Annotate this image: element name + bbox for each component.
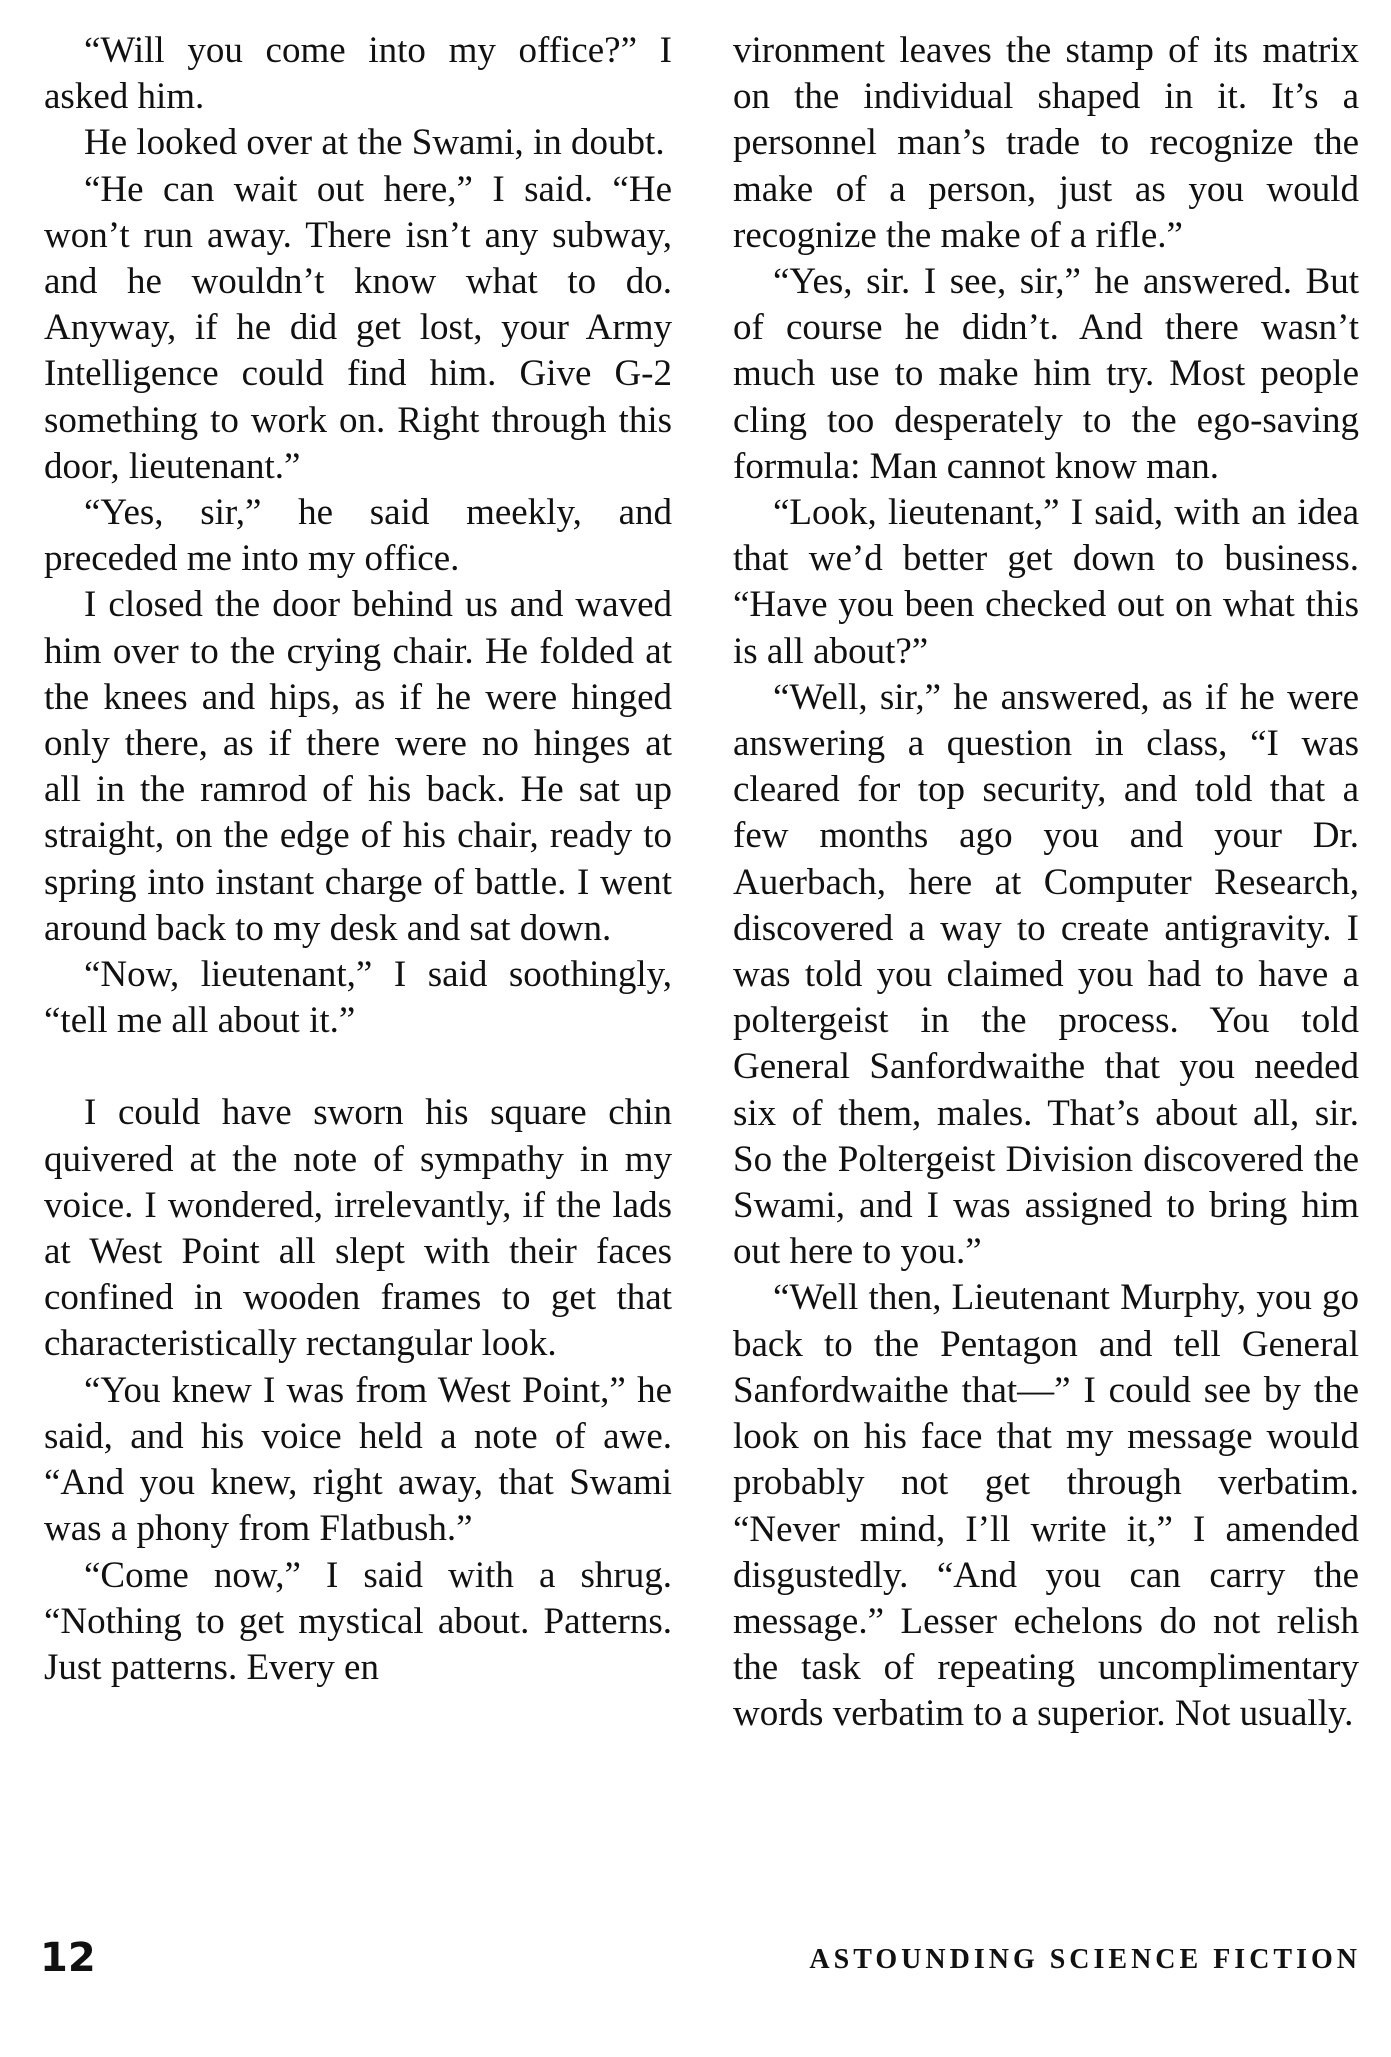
- right-text-column: [733, 28, 1359, 1738]
- magazine-title: ASTOUNDING SCIENCE FICTION: [809, 1944, 1361, 1975]
- paragraph: “Look, lieutenant,” I said, with an idea that we’d better get down to business. “Have you been checked out on what this is all about?”: [733, 492, 1359, 672]
- paragraph: “Come now,” I said with a shrug. “Nothing to get mystical about. Patterns. Just patterns. Every en: [44, 1554, 672, 1688]
- paragraph: vironment leaves the stamp of its matrix on the individual shaped in it. It’s a personnel man’s trade to recognize the make of a person, just as you would recognize the make of a rifle.”: [733, 30, 1359, 256]
- left-text-column: [44, 28, 672, 1691]
- paragraph: “Yes, sir,” he said meekly, and preceded me into my office.: [44, 492, 672, 580]
- paragraph: “Well then, Lieutenant Murphy, you go back to the Pentagon and tell General Sanfordwaithe that—” I could see by the look on his face that my message would probably not get through verbatim. “Never mind, I’ll write it,” I amended disgustedly. “And you can carry the message.” Lesser echelons do not relish the task of repeating uncomplimentary words verbatim to a superior. Not usually.: [733, 1277, 1359, 1735]
- paragraph: “Now, lieutenant,” I said soothingly, “tell me all about it.”: [44, 954, 672, 1042]
- paragraph: “Yes, sir. I see, sir,” he answered. But of course he didn’t. And there wasn’t much use to make him try. Most people cling too desperately to the ego-saving formula: Man cannot know man.: [733, 261, 1359, 487]
- page-number: 12: [40, 1935, 96, 1981]
- paragraph: “You knew I was from West Point,” he said, and his voice held a note of awe. “And you knew, right away, that Swami was a phony from Flatbush.”: [44, 1369, 672, 1550]
- paragraph: I closed the door behind us and waved him over to the crying chair. He folded at the knees and hips, as if he were hinged only there, as if there were no hinges at all in the ramrod of his back. He sat up straight, on the edge of his chair, ready to spring into instant charge of battle. I went around back to my desk and sat down.: [44, 584, 672, 949]
- paragraph: “He can wait out here,” I said. “He won’t run away. There isn’t any subway, and he wouldn’t know what to do. Anyway, if he did get lost, your Army Intelligence could find him. Give G-2 something to work on. Right through this door, lieutenant.”: [44, 168, 672, 487]
- paragraph: He looked over at the Swami, in doubt.: [84, 122, 665, 164]
- paragraph: I could have sworn his square chin quivered at the note of sympathy in my voice. I wondered, irrelevantly, if the lads at West Point all slept with their faces confined in wooden frames to get that characteristically rectangular look.: [44, 1092, 672, 1365]
- paragraph: “Well, sir,” he answered, as if he were answering a question in class, “I was cleared for top security, and told that a few months ago you and your Dr. Auerbach, here at Computer Research, discovered a way to create antigravity. I was told you claimed you had to have a poltergeist in the process. You told General Sanfordwaithe that you needed six of them, males. That’s about all, sir. So the Poltergeist Division discovered the Swami, and I was assigned to bring him out here to you.”: [733, 676, 1359, 1273]
- paragraph: “Will you come into my office?” I asked him.: [44, 30, 672, 118]
